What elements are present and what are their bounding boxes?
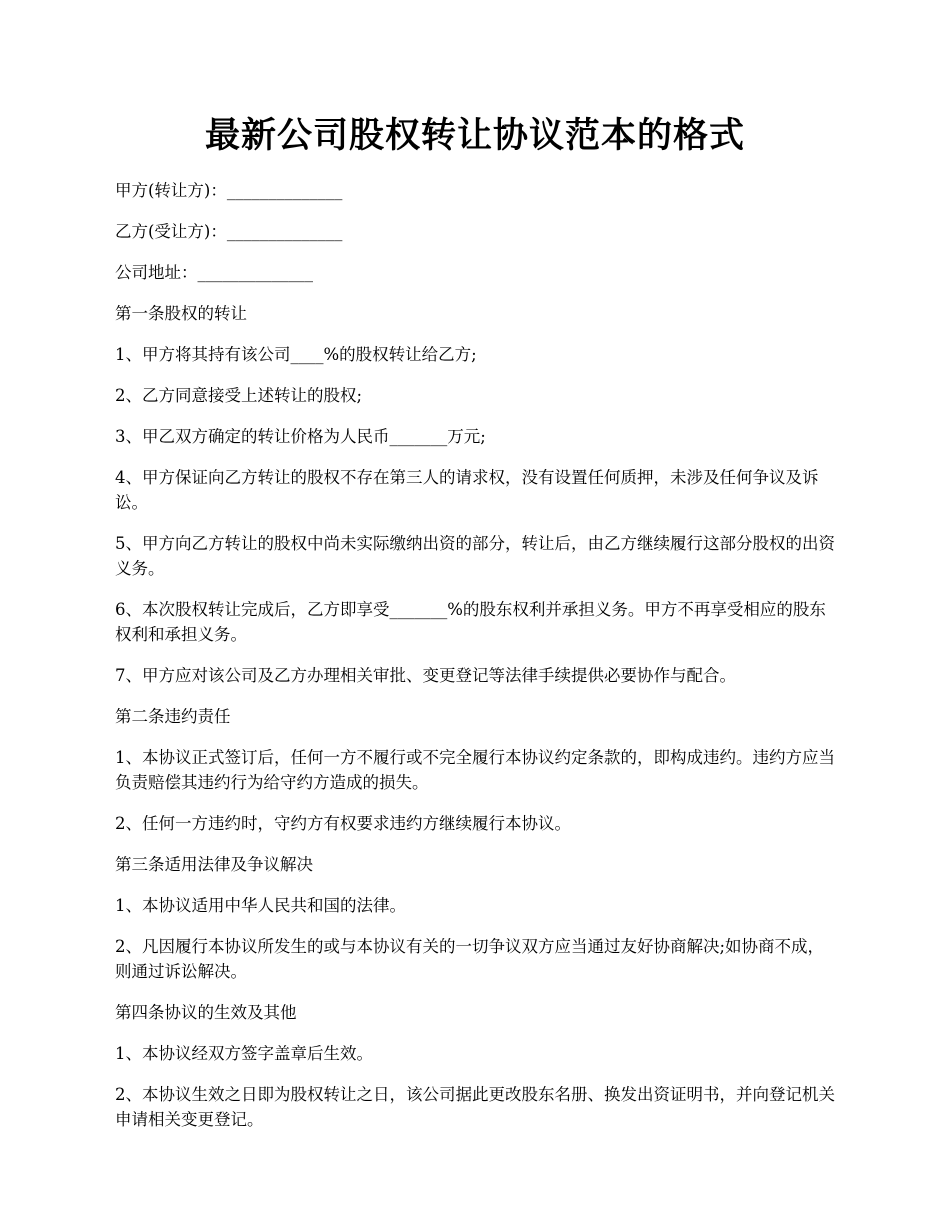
section-heading-2: 第二条违约责任 xyxy=(115,707,231,726)
clause-1-6: 6、本次股权转让完成后，乙方即享受_______%的股东权利并承担义务。甲方不再享受相应的股东权利和承担义务。 xyxy=(115,600,826,644)
clause-4-1: 1、本协议经双方签字盖章后生效。 xyxy=(115,1044,373,1063)
clause-1-7: 7、甲方应对该公司及乙方办理相关审批、变更登记等法律手续提供必要协作与配合。 xyxy=(115,666,736,685)
clause-1-3: 3、甲乙双方确定的转让价格为人民币_______万元; xyxy=(115,427,486,446)
document-body xyxy=(115,178,840,1148)
section-heading-1: 第一条股权的转让 xyxy=(115,304,247,323)
party-a-line: 甲方(转让方)：______________ xyxy=(115,181,343,200)
clause-2-1: 1、本协议正式签订后，任何一方不履行或不完全履行本协议约定条款的，即构成违约。违约方应当负责赔偿其违约行为给守约方造成的损失。 xyxy=(115,748,835,792)
clause-1-5: 5、甲方向乙方转让的股权中尚未实际缴纳出资的部分，转让后，由乙方继续履行这部分股权的出资义务。 xyxy=(115,534,835,578)
clause-1-4: 4、甲方保证向乙方转让的股权不存在第三人的请求权，没有设置任何质押，未涉及任何争议及诉讼。 xyxy=(115,468,819,512)
clause-3-2: 2、凡因履行本协议所发生的或与本协议有关的一切争议双方应当通过友好协商解决;如协商不成，则通过诉讼解决。 xyxy=(115,937,825,981)
section-heading-4: 第四条协议的生效及其他 xyxy=(115,1003,297,1022)
clause-4-2: 2、本协议生效之日即为股权转让之日，该公司据此更改股东名册、换发出资证明书，并向登记机关申请相关变更登记。 xyxy=(115,1085,835,1129)
document-title: 最新公司股权转让协议范本的格式 xyxy=(204,115,745,156)
clause-2-2: 2、任何一方违约时，守约方有权要求违约方继续履行本协议。 xyxy=(115,814,571,833)
clause-3-1: 1、本协议适用中华人民共和国的法律。 xyxy=(115,896,406,915)
clause-1-1: 1、甲方将其持有该公司____%的股权转让给乙方; xyxy=(115,345,477,364)
company-address-line: 公司地址：______________ xyxy=(115,263,313,282)
section-heading-3: 第三条适用法律及争议解决 xyxy=(115,855,313,874)
clause-1-2: 2、乙方同意接受上述转让的股权; xyxy=(115,386,363,405)
party-b-line: 乙方(受让方)：______________ xyxy=(115,222,343,241)
